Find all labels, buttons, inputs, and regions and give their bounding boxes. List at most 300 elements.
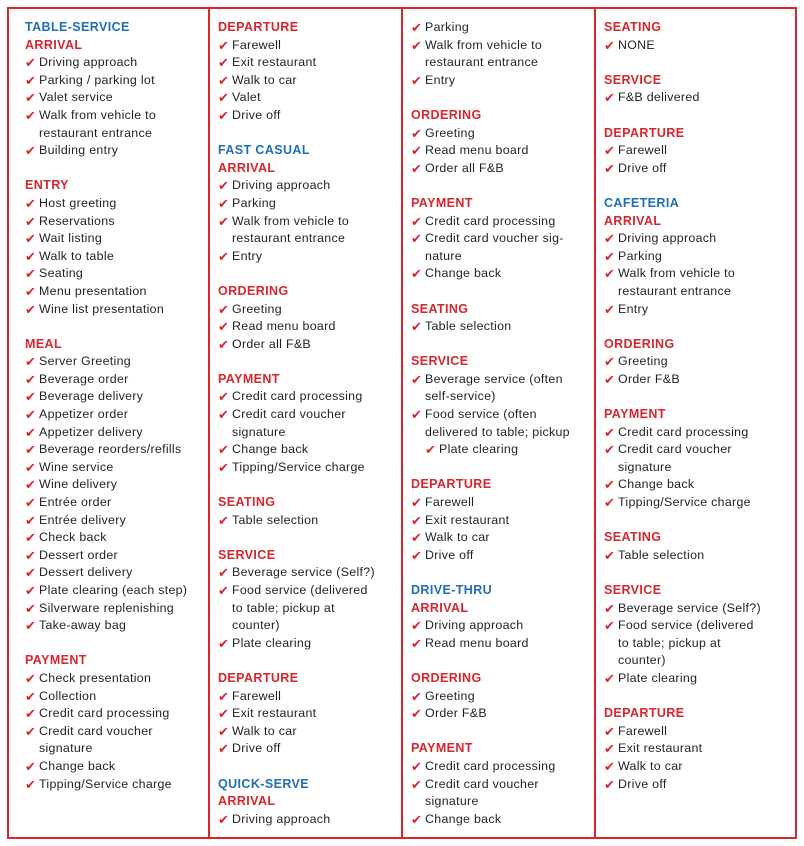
checklist-item bbox=[25, 705, 207, 723]
checklist-item-label: Entrée delivery bbox=[39, 512, 127, 527]
section-heading: SEATING bbox=[604, 530, 662, 545]
check-mark-icon: ✔ bbox=[411, 688, 423, 704]
section-heading: ENTRY bbox=[25, 178, 69, 193]
section-spacer bbox=[604, 688, 792, 706]
check-mark-icon: ✔ bbox=[25, 512, 37, 528]
section-spacer bbox=[25, 318, 207, 336]
check-mark-icon: ✔ bbox=[218, 55, 230, 71]
check-mark-icon: ✔ bbox=[25, 90, 37, 106]
checklist-item bbox=[411, 617, 593, 635]
checklist-item-label: Greeting bbox=[618, 354, 668, 369]
checklist-item-label: Farewell bbox=[618, 143, 668, 158]
check-mark-icon: ✔ bbox=[25, 283, 37, 299]
check-mark-icon: ✔ bbox=[25, 231, 37, 247]
checklist-item bbox=[25, 213, 207, 231]
section-spacer bbox=[411, 459, 593, 477]
checklist-item bbox=[604, 617, 758, 670]
checklist-item-label: Silverware replenishing bbox=[39, 600, 174, 615]
checklist-item bbox=[411, 160, 593, 178]
check-mark-icon: ✔ bbox=[25, 107, 37, 123]
check-mark-icon: ✔ bbox=[604, 424, 616, 440]
section-heading: SERVICE bbox=[218, 547, 276, 562]
section-heading: DEPARTURE bbox=[604, 706, 685, 721]
checklist-item bbox=[25, 476, 207, 494]
check-mark-icon: ✔ bbox=[411, 125, 423, 141]
checklist-item-label: Credit card voucher signature bbox=[425, 776, 539, 809]
checklist-item bbox=[25, 230, 207, 248]
checklist-item-label: Order F&B bbox=[618, 371, 680, 386]
checklist-item-label: Table selection bbox=[618, 547, 705, 562]
checklist-item-label: Food service (delivered to table; pickup at counter) bbox=[232, 583, 368, 633]
checklist-item-label: Building entry bbox=[39, 143, 119, 158]
column-divider bbox=[208, 7, 210, 839]
checklist-item-label: Dessert delivery bbox=[39, 565, 133, 580]
checklist-item bbox=[604, 301, 792, 319]
section-heading: SERVICE bbox=[411, 354, 469, 369]
checklist-item-label: Drive off bbox=[618, 776, 667, 791]
section-spacer bbox=[411, 283, 593, 301]
checklist-item bbox=[411, 318, 593, 336]
checklist-item bbox=[604, 353, 792, 371]
column-4 bbox=[604, 19, 792, 793]
checklist-item bbox=[604, 547, 792, 565]
check-mark-icon: ✔ bbox=[604, 442, 616, 458]
checklist-item bbox=[25, 283, 207, 301]
check-mark-icon: ✔ bbox=[25, 301, 37, 317]
check-mark-icon: ✔ bbox=[411, 495, 423, 511]
check-mark-icon: ✔ bbox=[218, 459, 230, 475]
checklist-item bbox=[218, 54, 400, 72]
checklist-item-label: Change back bbox=[232, 442, 309, 457]
checklist-item-label: Credit card processing bbox=[618, 424, 749, 439]
check-mark-icon: ✔ bbox=[218, 442, 230, 458]
check-mark-icon: ✔ bbox=[25, 600, 37, 616]
section-heading: SEATING bbox=[411, 301, 469, 316]
section-heading: ARRIVAL bbox=[218, 160, 276, 175]
checklist-item bbox=[218, 688, 400, 706]
checklist-item bbox=[25, 54, 207, 72]
check-mark-icon: ✔ bbox=[218, 389, 230, 405]
check-mark-icon: ✔ bbox=[411, 143, 423, 159]
check-mark-icon: ✔ bbox=[218, 248, 230, 264]
checklist-item-label: Walk to car bbox=[618, 758, 683, 773]
section-heading: ORDERING bbox=[604, 336, 675, 351]
checklist-item-label: Credit card processing bbox=[232, 389, 363, 404]
checklist-item-label: Drive off bbox=[425, 547, 474, 562]
section-heading: MEAL bbox=[25, 336, 63, 351]
checklist-item-label: Check back bbox=[39, 530, 107, 545]
checklist-item-label: Parking / parking lot bbox=[39, 72, 155, 87]
checklist-item-label: Walk to car bbox=[232, 72, 297, 87]
checklist-item bbox=[218, 89, 400, 107]
check-mark-icon: ✔ bbox=[218, 107, 230, 123]
check-mark-icon: ✔ bbox=[218, 583, 230, 598]
check-mark-icon: ✔ bbox=[25, 143, 37, 159]
checklist-item-label: Read menu board bbox=[425, 635, 529, 650]
checklist-item bbox=[25, 529, 207, 547]
check-mark-icon: ✔ bbox=[425, 442, 437, 458]
checklist-item-label: Order F&B bbox=[425, 706, 487, 721]
section-heading: SEATING bbox=[604, 20, 662, 34]
checklist-item-label: Greeting bbox=[232, 301, 282, 316]
checklist-item-label: Parking bbox=[232, 195, 277, 210]
checklist-item-label: Driving approach bbox=[425, 618, 524, 633]
checklist-item-label: Wine list presentation bbox=[39, 301, 165, 316]
checklist-item bbox=[218, 406, 372, 441]
checklist-item-label: Tipping/Service charge bbox=[232, 459, 365, 474]
check-mark-icon: ✔ bbox=[411, 530, 423, 546]
checklist-item bbox=[411, 142, 593, 160]
checklist-item-label: Table selection bbox=[232, 512, 319, 527]
checklist-item-label: Host greeting bbox=[39, 195, 117, 210]
check-mark-icon: ✔ bbox=[604, 600, 616, 616]
checklist-item bbox=[411, 265, 593, 283]
section-heading: ARRIVAL bbox=[604, 213, 662, 228]
checklist-item bbox=[25, 547, 207, 565]
checklist-item bbox=[25, 723, 175, 758]
check-mark-icon: ✔ bbox=[411, 706, 423, 722]
section-spacer bbox=[25, 160, 207, 178]
checklist-item-label: Credit card voucher signature bbox=[232, 407, 346, 439]
checklist-item-label: Change back bbox=[39, 758, 116, 773]
checklist-item bbox=[218, 213, 372, 248]
checklist-item bbox=[218, 705, 400, 723]
checklist-item bbox=[604, 248, 792, 266]
section-heading: ORDERING bbox=[411, 107, 482, 122]
checklist-item-label: Credit card voucher signature bbox=[618, 442, 732, 474]
checklist-item bbox=[604, 723, 792, 741]
checklist-item bbox=[604, 600, 792, 618]
checklist-item bbox=[218, 564, 400, 582]
checklist-item-label: Order all F&B bbox=[425, 160, 504, 175]
checklist-item bbox=[411, 758, 593, 776]
checklist-item-label: Seating bbox=[39, 266, 84, 281]
check-mark-icon: ✔ bbox=[218, 635, 230, 651]
checklist-item-label: Entry bbox=[232, 248, 263, 263]
check-mark-icon: ✔ bbox=[218, 195, 230, 211]
checklist-item-label: Driving approach bbox=[232, 178, 331, 193]
checklist-item-label: Entrée order bbox=[39, 495, 112, 510]
checklist-item bbox=[604, 265, 758, 300]
checklist-item bbox=[25, 441, 207, 459]
checklist-item-label: Beverage order bbox=[39, 371, 129, 386]
checklist-item bbox=[218, 740, 400, 758]
section-heading: SEATING bbox=[218, 495, 276, 510]
checklist-item bbox=[218, 811, 400, 829]
column-1 bbox=[25, 19, 207, 793]
checklist-item-label: Farewell bbox=[232, 37, 282, 52]
check-mark-icon: ✔ bbox=[604, 547, 616, 563]
section-heading: PAYMENT bbox=[218, 371, 280, 386]
column-2 bbox=[218, 19, 400, 828]
checklist-item-label: Server Greeting bbox=[39, 354, 131, 369]
checklist-item bbox=[25, 776, 207, 794]
checklist-item bbox=[218, 177, 400, 195]
checklist-item-label: Credit card voucher signature bbox=[39, 723, 153, 756]
section-spacer bbox=[411, 723, 593, 741]
section-heading: ARRIVAL bbox=[218, 794, 276, 809]
checklist-item-label: Exit restaurant bbox=[425, 512, 510, 527]
checklist-item bbox=[604, 670, 792, 688]
checklist-item-label: Credit card processing bbox=[425, 213, 556, 228]
checklist-item bbox=[25, 371, 207, 389]
check-mark-icon: ✔ bbox=[411, 371, 423, 387]
check-mark-icon: ✔ bbox=[218, 90, 230, 106]
section-spacer bbox=[604, 318, 792, 336]
check-mark-icon: ✔ bbox=[218, 178, 230, 194]
check-mark-icon: ✔ bbox=[25, 530, 37, 546]
section-spacer bbox=[411, 336, 593, 354]
check-mark-icon: ✔ bbox=[604, 90, 616, 106]
check-mark-icon: ✔ bbox=[604, 371, 616, 387]
checklist-item bbox=[218, 635, 400, 653]
check-mark-icon: ✔ bbox=[25, 618, 37, 634]
service-type-heading: CAFETERIA bbox=[604, 195, 680, 210]
section-spacer bbox=[218, 353, 400, 371]
checklist-item bbox=[411, 635, 593, 653]
checklist-item-label: Appetizer delivery bbox=[39, 424, 143, 439]
checklist-item bbox=[604, 371, 792, 389]
checklist-item-label: Driving approach bbox=[232, 811, 331, 826]
section-spacer bbox=[604, 54, 792, 72]
check-mark-icon: ✔ bbox=[25, 72, 37, 88]
section-spacer bbox=[604, 512, 792, 530]
check-mark-icon: ✔ bbox=[604, 477, 616, 493]
checklist-item bbox=[411, 512, 593, 530]
checklist-item bbox=[25, 406, 207, 424]
section-heading: DEPARTURE bbox=[411, 477, 492, 492]
checklist-item bbox=[25, 72, 207, 90]
check-mark-icon: ✔ bbox=[218, 565, 230, 581]
checklist-item-label: Exit restaurant bbox=[232, 706, 317, 721]
checklist-item bbox=[411, 213, 593, 231]
checklist-item bbox=[411, 776, 575, 811]
checklist-item bbox=[604, 89, 792, 107]
checklist-item bbox=[25, 353, 207, 371]
checklist-item bbox=[25, 600, 207, 618]
checklist-item bbox=[25, 582, 207, 600]
checklist-item-label: Walk from vehicle to restaurant entrance bbox=[618, 266, 736, 298]
checklist-item-label: Walk to car bbox=[232, 723, 297, 738]
check-mark-icon: ✔ bbox=[604, 723, 616, 739]
check-mark-icon: ✔ bbox=[218, 37, 230, 53]
section-heading: ARRIVAL bbox=[411, 600, 469, 615]
checklist-item-label: Walk from vehicle to restaurant entrance bbox=[232, 213, 350, 246]
checklist-item bbox=[604, 37, 792, 55]
section-heading: DEPARTURE bbox=[218, 20, 299, 34]
checklist-item bbox=[25, 424, 207, 442]
checklist-item bbox=[218, 336, 400, 354]
checklist-item-label: Read menu board bbox=[232, 319, 336, 334]
checklist-item bbox=[411, 547, 593, 565]
checklist-item bbox=[25, 265, 207, 283]
check-mark-icon: ✔ bbox=[604, 266, 616, 282]
section-spacer bbox=[411, 652, 593, 670]
checklist-item-label: Appetizer order bbox=[39, 407, 129, 422]
check-mark-icon: ✔ bbox=[218, 72, 230, 88]
section-heading: DEPARTURE bbox=[604, 125, 685, 140]
check-mark-icon: ✔ bbox=[604, 354, 616, 370]
checklist-item-label: Read menu board bbox=[425, 143, 529, 158]
checklist-item-label: Parking bbox=[618, 248, 663, 263]
checklist-item-label: F&B delivered bbox=[618, 90, 700, 105]
checklist-item bbox=[604, 142, 792, 160]
check-mark-icon: ✔ bbox=[411, 776, 423, 792]
check-mark-icon: ✔ bbox=[218, 319, 230, 335]
section-heading: SERVICE bbox=[604, 72, 662, 87]
checklist-item bbox=[25, 301, 207, 319]
section-spacer bbox=[604, 177, 792, 195]
check-mark-icon: ✔ bbox=[411, 160, 423, 176]
check-mark-icon: ✔ bbox=[411, 811, 423, 827]
checklist-item bbox=[411, 494, 593, 512]
check-mark-icon: ✔ bbox=[25, 442, 37, 458]
check-mark-icon: ✔ bbox=[411, 547, 423, 563]
checklist-item bbox=[411, 125, 593, 143]
checklist-item-label: Wine service bbox=[39, 459, 114, 474]
check-mark-icon: ✔ bbox=[411, 618, 423, 634]
checklist-item-label: Plate clearing bbox=[232, 635, 312, 650]
check-mark-icon: ✔ bbox=[411, 319, 423, 335]
check-mark-icon: ✔ bbox=[218, 512, 230, 528]
section-heading: SERVICE bbox=[604, 583, 662, 597]
checklist-item-label: Menu presentation bbox=[39, 283, 147, 298]
column-3 bbox=[411, 19, 593, 828]
checklist-item-label: Entry bbox=[618, 301, 649, 316]
checklist-item-label: Valet bbox=[232, 90, 261, 105]
section-spacer bbox=[218, 529, 400, 547]
checklist-item-label: Credit card voucher sig-nature bbox=[425, 231, 564, 263]
checklist-item-label: Credit card processing bbox=[39, 706, 170, 721]
check-mark-icon: ✔ bbox=[25, 706, 37, 722]
check-mark-icon: ✔ bbox=[604, 231, 616, 247]
checklist-item bbox=[25, 688, 207, 706]
checklist-item-label: Walk from vehicle to restaurant entrance bbox=[425, 37, 543, 70]
check-mark-icon: ✔ bbox=[604, 741, 616, 757]
check-mark-icon: ✔ bbox=[411, 635, 423, 651]
checklist-item-label: Greeting bbox=[425, 125, 475, 140]
check-mark-icon: ✔ bbox=[25, 354, 37, 370]
checklist-item bbox=[604, 758, 792, 776]
section-heading: PAYMENT bbox=[25, 653, 87, 668]
column-divider bbox=[594, 7, 596, 839]
checklist-item-label: Check presentation bbox=[39, 670, 152, 685]
checklist-item bbox=[411, 19, 593, 37]
check-mark-icon: ✔ bbox=[604, 248, 616, 264]
section-heading: ARRIVAL bbox=[25, 37, 83, 52]
checklist-item-label: Plate clearing bbox=[439, 442, 519, 457]
section-spacer bbox=[218, 652, 400, 670]
checklist-item-label: Food service (often delivered to table; pickup bbox=[425, 407, 570, 439]
checklist-item-label: Change back bbox=[425, 811, 502, 826]
check-mark-icon: ✔ bbox=[411, 758, 423, 774]
check-mark-icon: ✔ bbox=[411, 407, 423, 423]
checklist-item bbox=[411, 688, 593, 706]
section-spacer bbox=[218, 265, 400, 283]
check-mark-icon: ✔ bbox=[604, 37, 616, 53]
checklist-item-label: Change back bbox=[425, 266, 502, 281]
check-mark-icon: ✔ bbox=[25, 495, 37, 511]
checklist-item-label: Walk to car bbox=[425, 530, 490, 545]
checklist-item bbox=[218, 301, 400, 319]
section-heading: PAYMENT bbox=[411, 195, 473, 210]
checklist-item bbox=[218, 388, 400, 406]
section-spacer bbox=[218, 758, 400, 776]
checklist-item-label: Exit restaurant bbox=[232, 55, 317, 70]
checklist-item-label: Farewell bbox=[618, 723, 668, 738]
checklist-item-label: Wine delivery bbox=[39, 477, 118, 492]
checklist-item bbox=[604, 776, 792, 794]
checklist-item-label: Wait listing bbox=[39, 231, 103, 246]
checklist-item-label: Take-away bag bbox=[39, 618, 127, 633]
checklist-item-label: Driving approach bbox=[39, 55, 138, 70]
check-mark-icon: ✔ bbox=[25, 459, 37, 475]
check-mark-icon: ✔ bbox=[218, 688, 230, 704]
checklist-item bbox=[411, 705, 593, 723]
checklist-item bbox=[218, 582, 372, 635]
checklist-item-label: Plate clearing (each step) bbox=[39, 583, 188, 597]
checklist-item bbox=[218, 318, 400, 336]
checklist-item bbox=[25, 758, 207, 776]
checklist-item bbox=[218, 512, 400, 530]
section-heading: PAYMENT bbox=[604, 407, 666, 422]
checklist-item bbox=[25, 512, 207, 530]
check-mark-icon: ✔ bbox=[25, 389, 37, 405]
checklist-item-label: Credit card processing bbox=[425, 758, 556, 773]
check-mark-icon: ✔ bbox=[411, 72, 423, 88]
checklist-item-label: Parking bbox=[425, 20, 470, 34]
checklist-item bbox=[411, 406, 575, 441]
service-type-heading: QUICK-SERVE bbox=[218, 776, 309, 791]
checklist-item bbox=[25, 564, 207, 582]
check-mark-icon: ✔ bbox=[604, 495, 616, 511]
check-mark-icon: ✔ bbox=[25, 547, 37, 563]
checklist-item bbox=[25, 248, 207, 266]
checklist-item-label: Beverage service (Self?) bbox=[618, 600, 761, 615]
checklist-item-label: Plate clearing bbox=[618, 670, 698, 685]
check-mark-icon: ✔ bbox=[25, 55, 37, 71]
checklist-item bbox=[411, 811, 593, 829]
section-spacer bbox=[604, 564, 792, 582]
check-mark-icon: ✔ bbox=[25, 776, 37, 792]
checklist-item bbox=[218, 248, 400, 266]
checklist-item-label: Farewell bbox=[425, 495, 475, 510]
check-mark-icon: ✔ bbox=[411, 231, 423, 247]
checklist-item-label: Drive off bbox=[618, 160, 667, 175]
check-mark-icon: ✔ bbox=[218, 741, 230, 757]
checklist-item bbox=[411, 37, 575, 72]
check-mark-icon: ✔ bbox=[411, 213, 423, 229]
checklist-item-label: Beverage reorders/refills bbox=[39, 442, 182, 457]
checklist-item bbox=[411, 230, 575, 265]
checklist-item bbox=[25, 617, 207, 635]
checklist-item bbox=[604, 441, 758, 476]
check-mark-icon: ✔ bbox=[25, 758, 37, 774]
service-type-heading: FAST CASUAL bbox=[218, 143, 310, 158]
checklist-item bbox=[425, 441, 593, 459]
check-mark-icon: ✔ bbox=[218, 301, 230, 317]
check-mark-icon: ✔ bbox=[604, 143, 616, 159]
service-type-heading: DRIVE-THRU bbox=[411, 583, 493, 597]
checklist-item-label: Change back bbox=[618, 477, 695, 492]
check-mark-icon: ✔ bbox=[604, 670, 616, 686]
check-mark-icon: ✔ bbox=[25, 407, 37, 423]
section-spacer bbox=[25, 635, 207, 653]
check-mark-icon: ✔ bbox=[604, 301, 616, 317]
checklist-item bbox=[604, 476, 792, 494]
check-mark-icon: ✔ bbox=[25, 266, 37, 282]
checklist-item-label: Farewell bbox=[232, 688, 282, 703]
